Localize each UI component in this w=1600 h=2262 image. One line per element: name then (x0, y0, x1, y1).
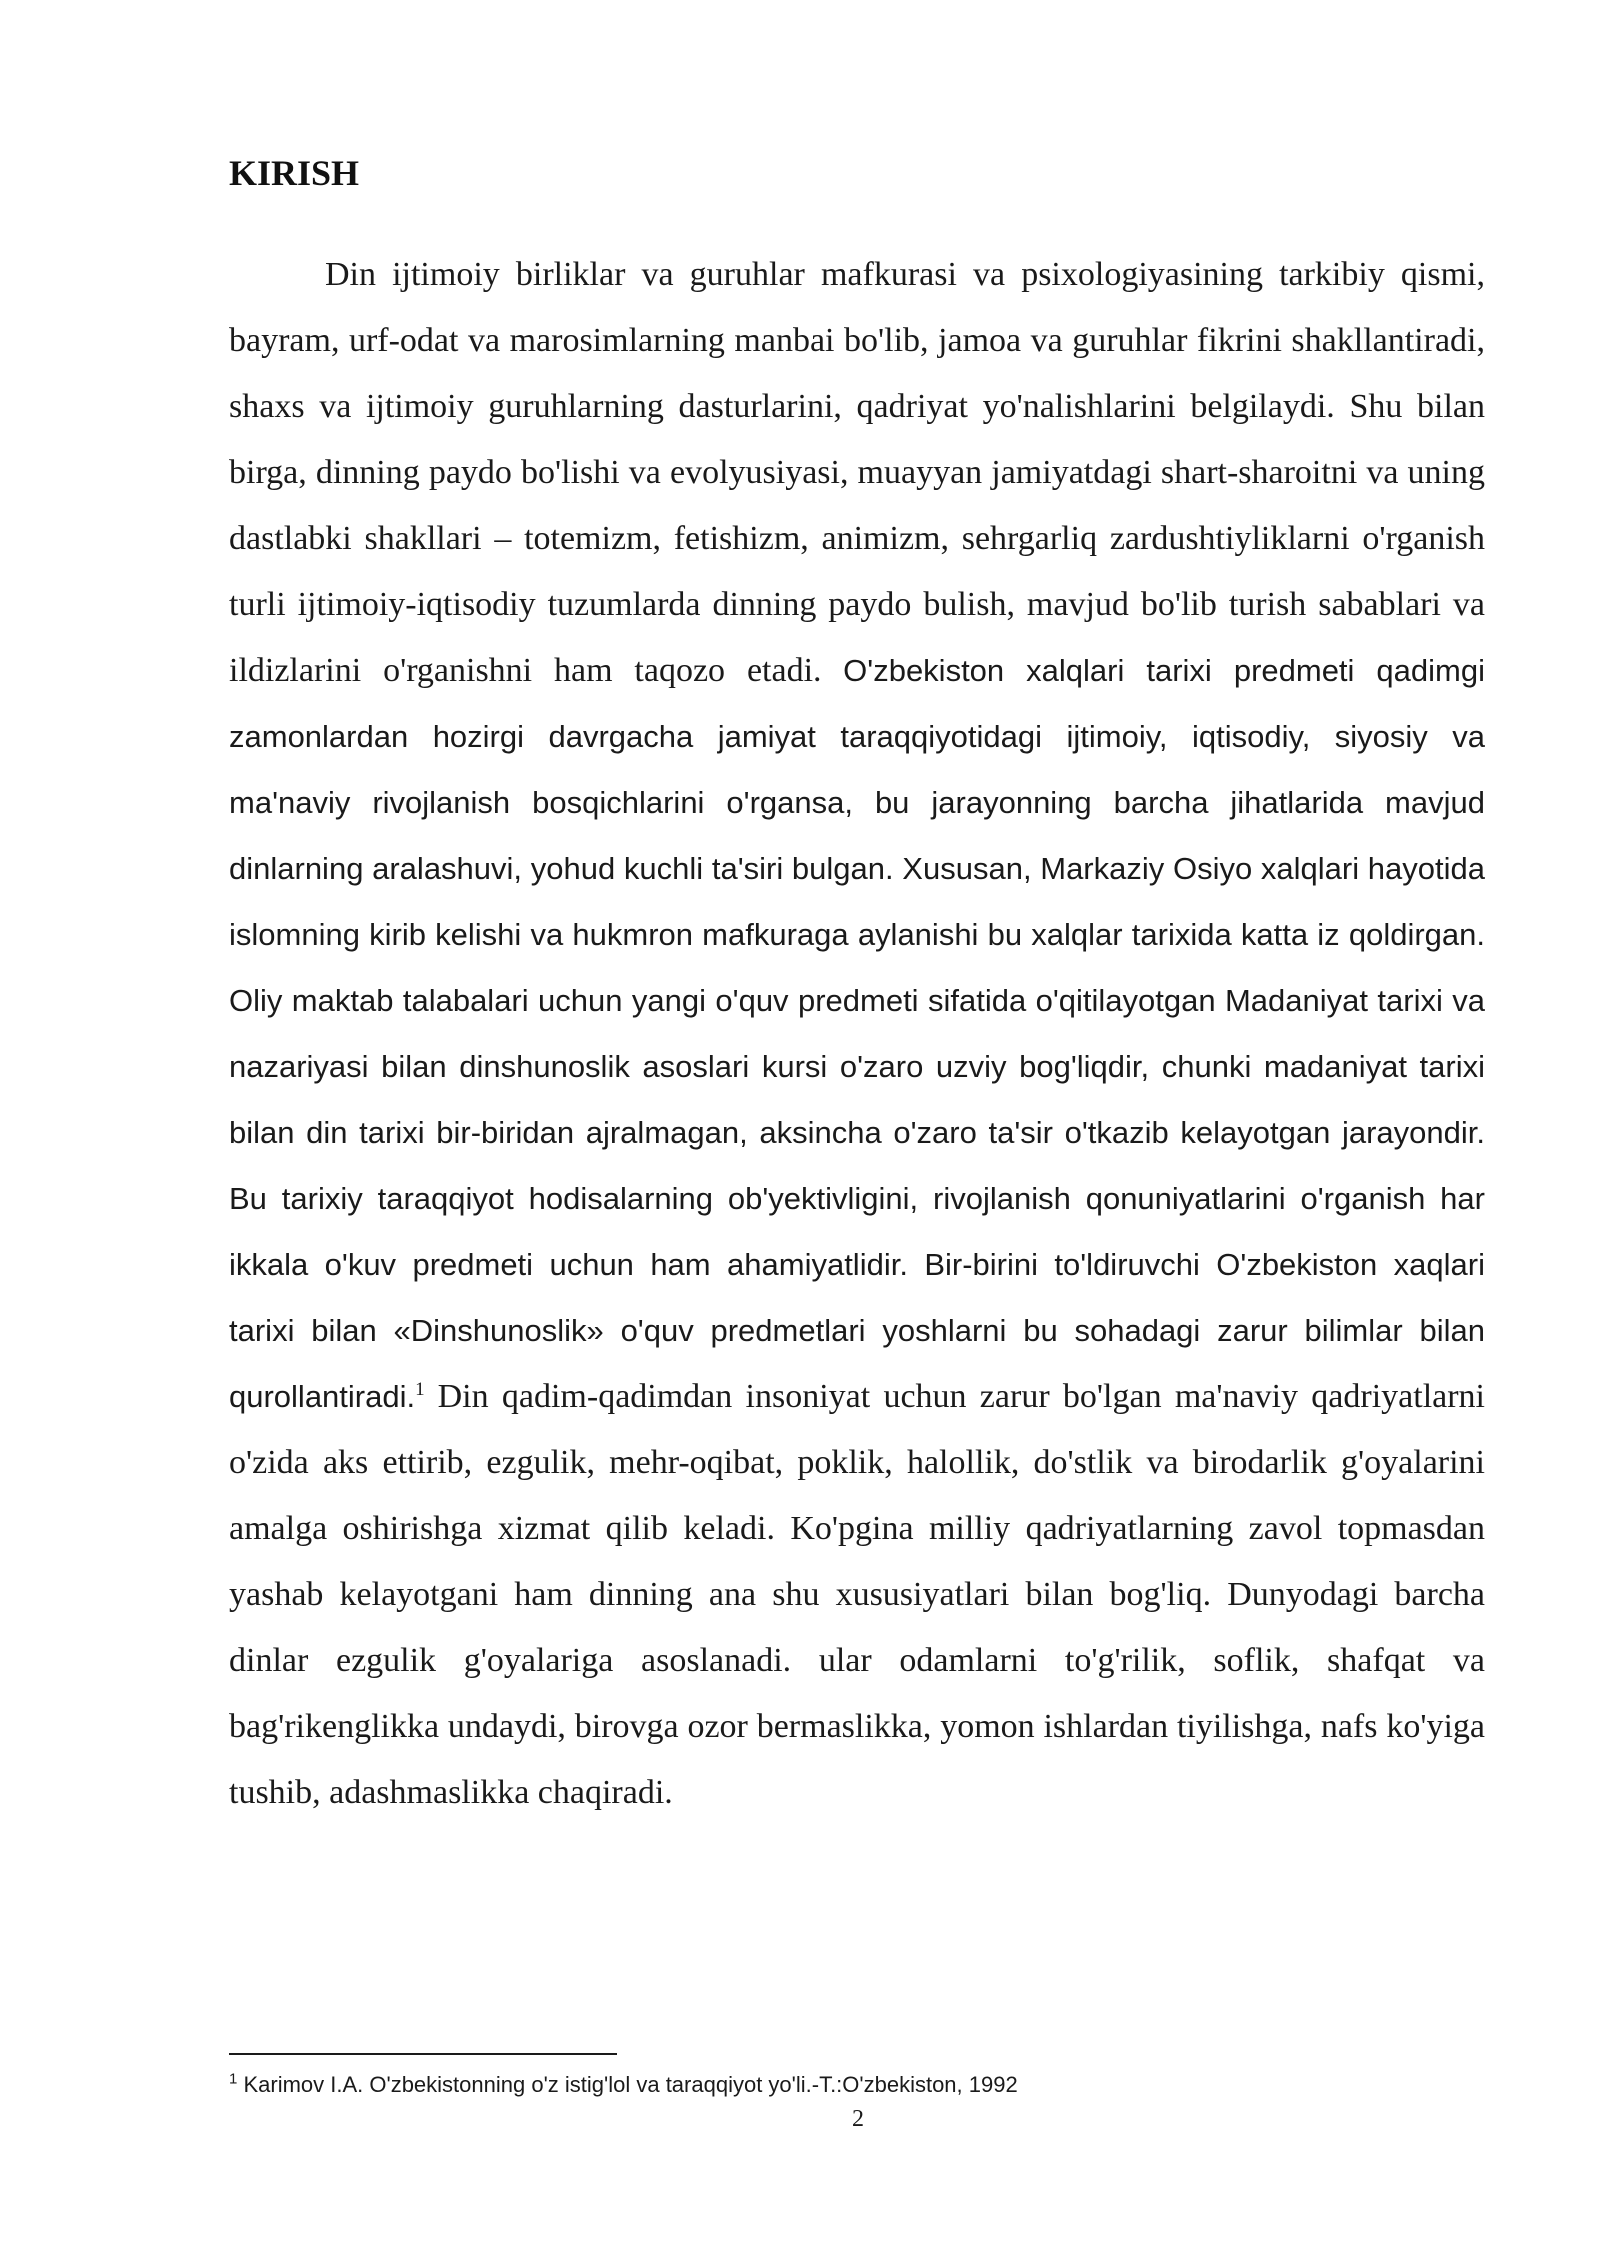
footnote-separator (229, 2053, 617, 2055)
paragraph-text-sans-middle: O'zbekiston xalqlari tarixi predmeti qadimgi zamonlardan hozirgi davrgacha jamiyat taraqqiyotidagi ijtimoiy, iqtisodiy, siyosiy va ma'naviy rivojlanish bosqichlarini o'rgansa, bu jarayonning barcha jihatlarida mavjud dinlarning aralashuvi, yohud kuchli ta'siri bulgan. Xususan, Markaziy Osiyo xalqlari hayotida islomning kirib kelishi va hukmron mafkuraga aylanishi bu xalqlar tarixida katta iz qoldirgan. Oliy maktab talabalari uchun yangi o'quv predmeti sifatida o'qitilayotgan Madaniyat tarixi va nazariyasi bilan dinshunoslik asoslari kursi o'zaro uzviy bog'liqdir, chunki madaniyat tarixi bilan din tarixi bir-biridan ajralmagan, aksincha o'zaro ta'sir o'tkazib kelayotgan jarayondir. Bu tarixiy taraqqiyot hodisalarning ob'yektivligini, rivojlanish qonuniyatlarini o'rganish har ikkala o'kuv predmeti uchun ham ahamiyatlidir. Bir-birini to'ldiruvchi O'zbekiston xaqlari tarixi bilan «Dinshunoslik» o'quv predmetlari yoshlarni bu sohadagi zarur bilimlar bilan qurollantiradi. (229, 653, 1485, 1414)
body-paragraph (229, 242, 1485, 1826)
footnote (229, 2070, 1018, 2100)
footnote-reference[interactable]: 1 (415, 1379, 425, 1400)
footnote-text: Karimov I.A. O'zbekistonning o'z istig'lol va taraqqiyot yo'li.-T.:O'zbekiston, 1992 (243, 2072, 1018, 2097)
paragraph-text-serif-start: Din ijtimoiy birliklar va guruhlar mafkurasi va psixologiyasining tarkibiy qismi, bayram, urf-odat va marosimlarning manbai bo'lib, jamoa va guruhlar fikrini shakllantiradi, shaxs va ijtimoiy guruhlarning dasturlarini, qadriyat yo'nalishlarini belgilaydi. Shu bilan birga, dinning paydo bo'lishi va evolyusiyasi, muayyan jamiyatdagi shart-sharoitni va uning dastlabki shakllari – totemizm, fetishizm, animizm, sehrgarliq zardushtiyliklarni o'rganish turli ijtimoiy-iqtisodiy tuzumlarda dinning paydo bulish, mavjud bo'lib turish sabablari va ildizlarini o'rganishni ham taqozo etadi. (229, 256, 1485, 689)
paragraph-text-serif-end: Din qadim-qadimdan insoniyat uchun zarur bo'lgan ma'naviy qadriyatlarni o'zida aks ettirib, ezgulik, mehr-oqibat, poklik, halollik, do'stlik va birodarlik g'oyalarini amalga oshirishga xizmat qilib keladi. Ko'pgina milliy qadriyatlarning zavol topmasdan yashab kelayotgani ham dinning ana shu xususiyatlari bilan bog'liq. Dunyodagi barcha dinlar ezgulik g'oyalariga asoslanadi. ular odamlarni to'g'rilik, soflik, shafqat va bag'rikenglikka undaydi, birovga ozor bermaslikka, yomon ishlardan tiyilishga, nafs ko'yiga tushib, adashmaslikka chaqiradi. (229, 1378, 1485, 1811)
page-number: 2 (852, 2106, 864, 2132)
section-heading: KIRISH (229, 153, 360, 193)
footnote-marker: 1 (229, 2070, 238, 2088)
